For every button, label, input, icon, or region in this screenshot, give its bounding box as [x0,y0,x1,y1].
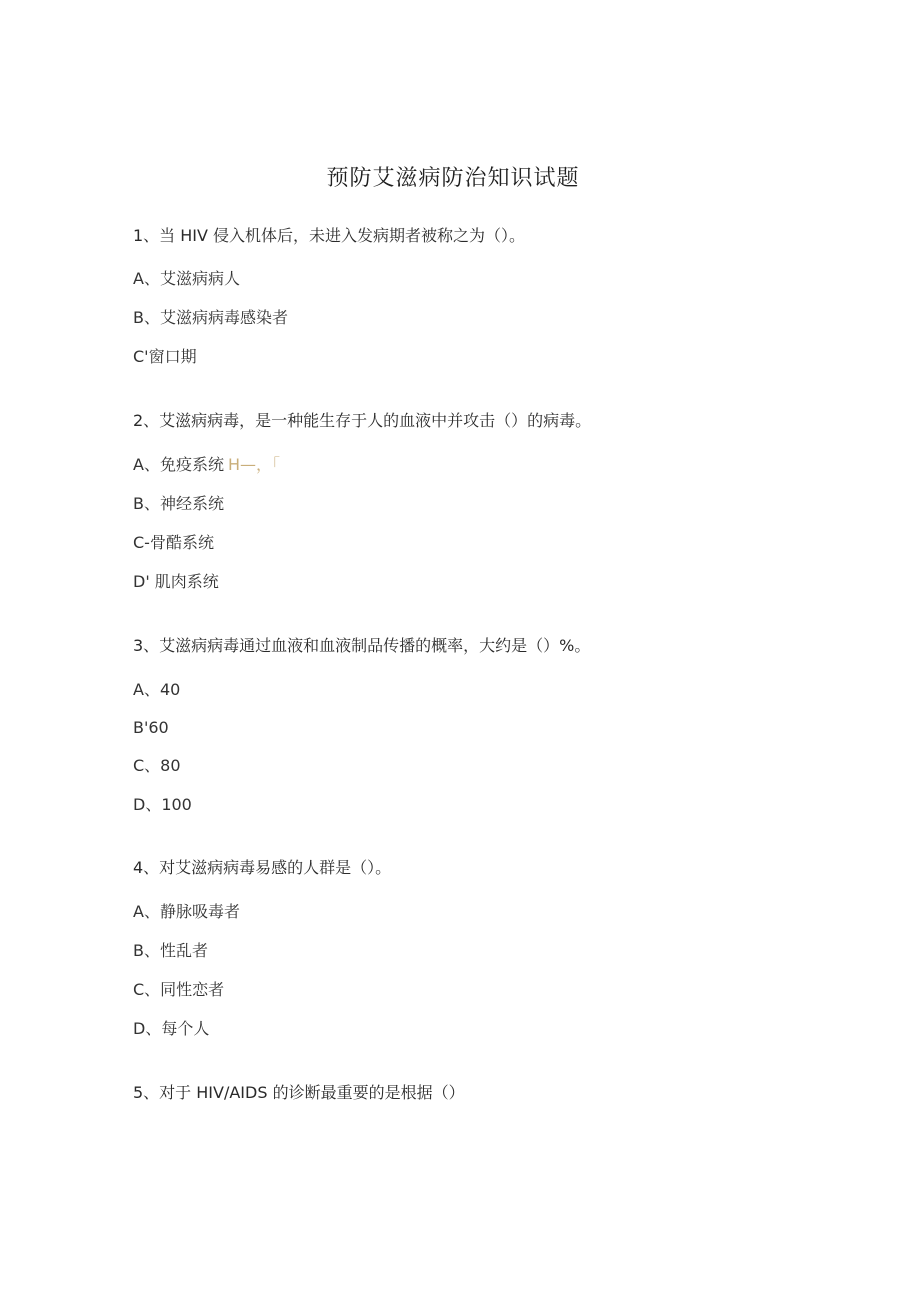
question-4-option-d: D、每个人 [133,1019,210,1038]
question-5-text: 5、对于 HIV/AIDS 的诊断最重要的是根据（） [133,1083,465,1102]
question-3-option-a: A、40 [133,680,181,699]
question-1-option-b: B、艾滋病病毒感染者 [133,308,288,327]
question-3-option-c: C、80 [133,756,181,775]
question-4-option-c: C、同性恋者 [133,980,225,999]
question-1-option-c: C'窗口期 [133,347,197,366]
question-2-option-a-row [133,454,280,476]
question-4-option-a: A、静脉吸毒者 [133,902,240,921]
question-1-option-a: A、艾滋病病人 [133,269,240,288]
question-1-text: 1、当 HIV 侵入机体后，未进入发病期者被称之为（）。 [133,226,526,245]
question-3-option-b: B'60 [133,718,169,737]
question-2-text: 2、艾滋病病毒，是一种能生存于人的血液中并攻击（）的病毒。 [133,411,592,430]
question-2-option-a: A、免疫系统 [133,455,224,474]
question-2-option-c: C-骨酷系统 [133,533,214,552]
question-4-option-b: B、性乱者 [133,941,208,960]
document-title: 预防艾滋病防治知识试题 [326,166,580,191]
handwritten-note: H—，「 [227,455,280,474]
question-2-option-d: D' 肌肉系统 [133,572,219,591]
question-3-option-d: D、100 [133,795,192,814]
question-2-option-b: B、神经系统 [133,494,224,513]
question-4-text: 4、对艾滋病病毒易感的人群是（）。 [133,858,392,877]
question-3-text: 3、艾滋病病毒通过血液和血液制品传播的概率，大约是（）%。 [133,636,591,655]
